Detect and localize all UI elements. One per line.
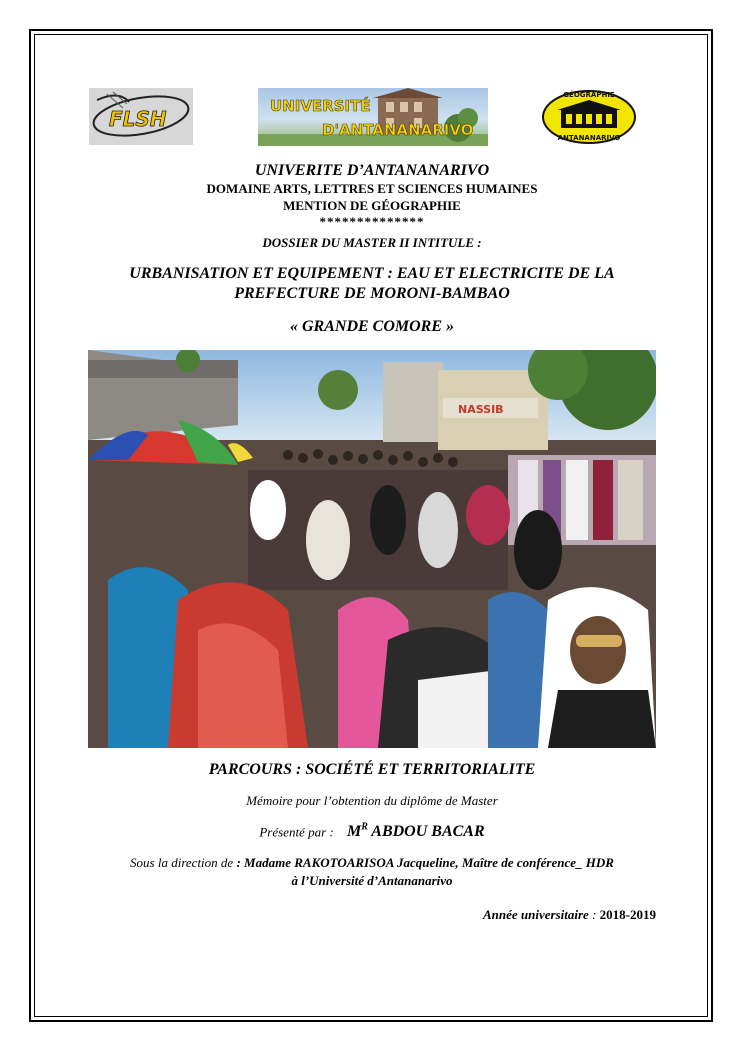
geography-logo-top-text: GÉOGRAPHIE [563,91,615,99]
academic-year-value: 2018-2019 [599,907,656,922]
market-crowd-photo [88,350,656,748]
thesis-title-line1: URBANISATION ET EQUIPEMENT : EAU ET ELECTRICITE DE LA [129,265,615,282]
thesis-subtitle: « GRANDE COMORE » [289,318,455,335]
parcours-line: PARCOURS : SOCIÉTÉ ET TERRITORIALITE [208,761,536,778]
university-logo-line1: UNIVERSITÉ [270,97,371,115]
academic-year-label: Année universitaire [482,907,589,922]
supervisor-details: : Madame RAKOTOARISOA Jacqueline, Maître de conférence_ HDR [236,855,614,870]
thesis-title-line2: PREFECTURE DE MORONI-BAMBAO [234,285,510,302]
presented-by-label: Présenté par : [259,824,334,840]
mention-line: MENTION DE GÉOGRAPHIE [283,198,461,213]
university-name: UNIVERITE D’ANTANANARIVO [254,162,490,179]
university-logo [258,88,488,146]
author-title-superscript: R [361,822,368,833]
flsh-logo [89,88,193,145]
academic-year-separator: : [588,907,600,922]
thesis-title [60,264,684,304]
geography-logo-bottom-text: ANTANANARIVO [557,134,621,142]
presented-by [60,822,684,841]
dossier-line: DOSSIER DU MASTER II INTITULE : [262,235,482,250]
supervision-line [60,854,684,890]
flsh-logo-text: FLSH [109,107,167,131]
memoire-line: Mémoire pour l’obtention du diplôme de Master [246,793,498,808]
geography-logo [541,88,637,145]
author-title: M [346,823,362,841]
university-logo-line2: D'ANTANANARIVO [322,121,474,139]
author-name [347,823,485,840]
author-name-text: ABDOU BACAR [367,823,485,841]
supervisor-institution: à l’Université d’Antananarivo [291,873,453,888]
separator-stars: ************** [319,214,425,229]
shop-sign-text: NASSIB [458,403,504,416]
supervision-label: Sous la direction de [130,855,234,870]
domain-line: DOMAINE ARTS, LETTRES ET SCIENCES HUMAINES [206,181,538,196]
academic-year [483,907,656,923]
